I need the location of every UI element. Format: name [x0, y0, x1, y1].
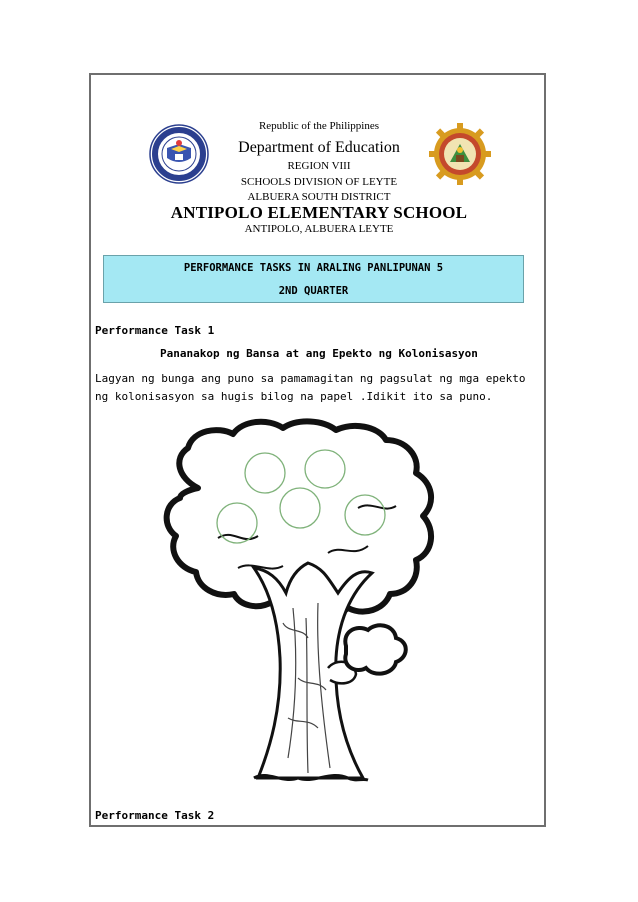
banner-quarter: 2ND QUARTER: [278, 285, 349, 297]
title-banner: [103, 255, 524, 303]
division-label: SCHOOLS DIVISION OF LEYTE: [240, 176, 398, 188]
banner-title: PERFORMANCE TASKS IN ARALING PANLIPUNAN 5: [183, 262, 444, 274]
district-label: ALBUERA SOUTH DISTRICT: [247, 191, 391, 203]
task1-title: Performance Task 1: [95, 324, 215, 337]
task2-title: Performance Task 2: [95, 809, 215, 822]
department-label: Department of Education: [238, 139, 400, 156]
tree-side-bush: [345, 625, 405, 673]
school-address: ANTIPOLO, ALBUERA LEYTE: [244, 223, 394, 235]
republic-label: Republic of the Philippines: [258, 120, 380, 132]
region-label: REGION VIII: [287, 160, 351, 172]
school-name: ANTIPOLO ELEMENTARY SCHOOL: [170, 203, 468, 222]
tree-illustration: [158, 418, 448, 808]
task1-instruction: Lagyan ng bunga ang puno sa pamamagitan ng pagsulat ng mga epekto ng kolonisasyon sa hugis bilog na papel .Idikit ito sa puno.: [95, 372, 526, 403]
task1-subtitle: Pananakop ng Bansa at ang Epekto ng Kolonisasyon: [160, 347, 478, 360]
